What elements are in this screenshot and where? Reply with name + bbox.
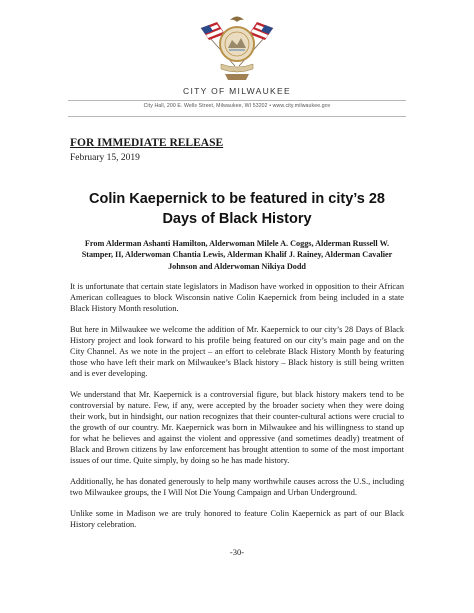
- release-label: FOR IMMEDIATE RELEASE: [70, 137, 224, 149]
- paragraph-5: Unlike some in Madison we are truly honored to feature Colin Kaepernick as part of our Black History celebration.: [70, 509, 404, 530]
- city-name: CITY OF MILWAUKEE: [183, 86, 291, 96]
- headline-line-1: Colin Kaepernick to be featured in city’s 28: [89, 191, 385, 207]
- paragraph-4: Additionally, he has donated generously to help many worthwhile causes across the U.S., including two Milwaukee groups, the I Will Not Die Young Campaign and Urban Underground.: [70, 477, 404, 497]
- release-date: February 15, 2019: [70, 153, 140, 163]
- city-hall-address: City Hall, 200 E. Wells Street, Milwaukee, WI 53202 • www.city.milwaukee.gov: [143, 103, 331, 109]
- body-text: [70, 282, 404, 542]
- headline: [60, 190, 414, 229]
- end-mark: -30-: [229, 547, 245, 557]
- paragraph-1: It is unfortunate that certain state legislators in Madison have worked in opposition to their African American colleagues to block Wisconsin native Colin Kaepernick from being included in a state Black History Month resolution.: [70, 282, 404, 313]
- header-divider-bottom: [68, 116, 406, 117]
- byline: From Alderman Ashanti Hamilton, Alderwoman Milele A. Coggs, Alderman Russell W. Stamper, II, Alderwoman Chantia Lewis, Alderman Khalif J. Rainey, Alderman Cavalier Johnson and Alderwoman Nikiya Dodd: [81, 239, 393, 271]
- paragraph-2: But here in Milwaukee we welcome the addition of Mr. Kaepernick to our city’s 28 Days of Black History project and look forward to his profile being featured on our city’s main page and on the City Channel. As we note in the project – an effort to celebrate Black History Month by featuring those who have left their mark on Milwaukee’s Black history – Black history is still being written and is ever developing.: [70, 325, 404, 378]
- headline-line-2: Days of Black History: [162, 210, 312, 227]
- city-seal-logo: [195, 14, 279, 84]
- header-divider-top: [68, 100, 406, 101]
- paragraph-3: We understand that Mr. Kaepernick is a controversial figure, but black history makers tend to be controversial by nature. Few, if any, were accepted by the broader society when they were doing their work, but in hindsight, our nation recognizes that their counter-cultural actions were crucial to the growth of our country. Mr. Kaepernick was born in Milwaukee and his willingness to stand up for what he believes and against the violent and oppressive (and sometimes deadly) treatment of Black and Brown citizens by law enforcement has brought attention to some of the most important issues of our time. Quite simply, by doing so he has made history.: [70, 390, 404, 465]
- eagle-icon: [230, 17, 244, 23]
